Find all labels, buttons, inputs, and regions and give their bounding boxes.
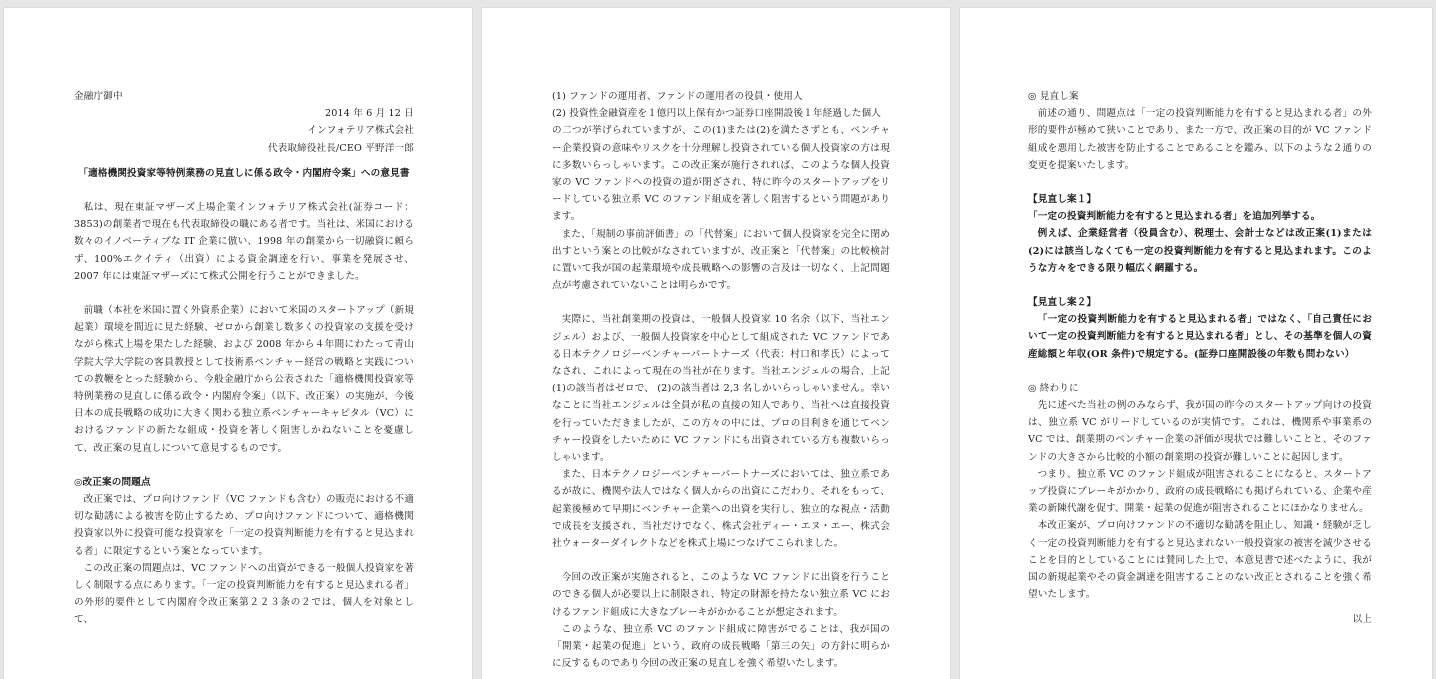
- page-3-content: [1028, 88, 1372, 629]
- paragraph: 今回の改正案が実施されると、このような VC ファンドに出資を行うことのできる個人が必要以上に制限され、特定の財源を持たない独立系 VC におけるファンド組成に大きなブレーキがかかることが想定されます。: [552, 572, 890, 618]
- document-title: 「適格機関投資家等特例業務の見直しに係る政令・内閣府令案」への意見書: [78, 167, 410, 179]
- document-page-2: [482, 8, 950, 679]
- paragraph: つまり、独立系 VC のファンド組成が阻害されることになると、スタートアップ投資にブレーキがかかり、政府の成長戦略にも掲げられている、企業や産業の新陳代謝を促す、開業・起業の促進が阻害されることにほかなりません。: [1028, 468, 1372, 515]
- document-page-1: [4, 8, 472, 679]
- paragraph: 実際に、当社創業期の投資は、一般個人投資家 10 名余（以下、当社エンジェル）および、一般個人投資家を中心として組成された VC ファンドである日本テクノロジーベンチャーパートナーズ（代表：村口和孝氏）によってなされ、これによって現在の当社が在ります。当社エンジェルの場合、上記(1)の該当者はゼロで、 (2)の該当者は 2,3 名しかいらっしゃいません。幸いなことに当社エンジェルは全員が私の直接の知人であり、当社へは直接投資を行っていただきましたが、この方々の中には、プロの目利きを通じてベンチャー投資をしたいために VC ファンドにも出資されている方も複数いらっしゃいます。: [552, 314, 890, 464]
- addressee: 金融庁御中: [74, 91, 123, 102]
- section-heading: ◎ 終わりに: [1028, 382, 1079, 394]
- proposal-line: 「一定の投資判断能力を有すると見込まれる者」を追加列挙する。: [1028, 211, 1321, 223]
- proposal-title: 【見直し案１】: [1028, 194, 1097, 206]
- company-name: インフォテリア株式会社: [307, 125, 414, 137]
- proposal-title: 【見直し案２】: [1028, 297, 1097, 309]
- paragraph: 私は、現在東証マザーズ上場企業インフォテリア株式会社(証券コード：3853)の創業者で現在も代表取締役の職にある者です。当社は、米国における数々のイノベーティブな IT 企業に倣い、1998 年の創業から一切融資に頼らず、100%エクイティ（出資）による資金調達を行い、事業を発展させ、2007 年には東証マザーズにて株式公開を行うことができました。: [74, 202, 414, 282]
- paragraph: 改正案では、プロ向けファンド（VC ファンドも含む）の販売における不適切な勧誘による被害を防止するため、プロ向けファンドについて、適格機関投資家以外に投資可能な投資家を「一定の投資判断能力を有すると見込まれる者」に限定するという案となっています。: [74, 494, 414, 557]
- page-2-content: [552, 88, 890, 673]
- list-item: (1) ファンドの運用者、ファンドの運用者の役員・使用人: [552, 91, 803, 102]
- paragraph: また、日本テクノロジーベンチャーパートナーズにおいては、独立系であるが故に、機関や法人ではなく個人からの出資にこだわり、それをもって、起業後極めて早期にベンチャー企業への出資を実行し、独立的な視点・活動で成長を支援され、当社だけでなく、株式会社ディー・エヌ・エー、株式会社ウォーターダイレクトなどを株式上場につなげてこられました。: [552, 469, 890, 550]
- paragraph: このような、独立系 VC のファンド組成に障害がでることは、我が国の「開業・起業の促進」という、政府の成長戦略「第三の矢」の方針に明らかに反するものであり今回の改正案の見直しを強く希望いたします。: [552, 623, 890, 670]
- section-heading: ◎ 見直し案: [1028, 91, 1079, 102]
- letter-date: 2014 年 6 月 12 日: [324, 108, 414, 120]
- paragraph: 前述の通り、問題点は「一定の投資判断能力を有すると見込まれる者」の外形的要件が極めて狭いことであり、また一方で、改正案の目的が VC ファンド組成を悪用した被害を防止することであることを鑑み、以下のような２通りの変更を提案いたします。: [1028, 108, 1372, 171]
- paragraph: 本改正案が、プロ向けファンドの不適切な勧誘を阻止し、知識・経験が乏しく一定の投資判断能力を有すると見込まれない一般投資家の被害を減少させることを目的としていることには賛同した上で、本意見書で述べたように、我が国の新規起業やその資金調達を阻害することのない改正とされることを強く希望いたします。: [1028, 520, 1372, 601]
- document-page-3: [960, 8, 1432, 679]
- page-1-content: [74, 88, 414, 629]
- signer-name: 代表取締役社長/CEO 平野洋一郎: [267, 142, 414, 154]
- paragraph: 先に述べた当社の例のみならず、我が国の昨今のスタートアップ向けの投資は、独立系 VC がリードしているのが実情です。これは、機関系や事業系の VC では、創業期のベンチャー企業の評価が現状では難しいことと、そのファンドの大きさから比較的小額の創業期の投資が難しいことに起因します。: [1028, 400, 1372, 463]
- paragraph: この改正案の問題点は、VC ファンドへの出資ができる一般個人投資家を著しく制限する点にあります。「一定の投資判断能力を有すると見込まれる者」の外形的要件として内閣府令改正案第２２３条の２では、個人を対象として、: [74, 562, 414, 626]
- proposal-body: 「一定の投資判断能力を有すると見込まれる者」ではなく、「自己責任において一定の投資判断能力を有すると見込まれる者」とし、その基準を個人の資産総額と年収(OR 条件)で規定する。(証券口座開設後の年数も問わない）: [1028, 314, 1372, 360]
- paragraph: また、「規制の事前評価書」の「代替案」において個人投資家を完全に閉め出すという案との比較がなされていますが、改正案と「代替案」の比較検討に置いて我が国の起業環境や成長戦略への影響の言及は一切なく、上記問題点が考慮されていないことは明らかです。: [552, 228, 890, 292]
- section-heading: ◎改正案の問題点: [74, 476, 151, 488]
- list-item: (2) 投資性金融資産を１億円以上保有かつ証券口座開設後１年経過した個人: [552, 108, 882, 120]
- paragraph: の二つが挙げられていますが、この(1)または(2)を満たさずとも、ベンチャー企業投資の意味やリスクを十分理解し投資されている個人投資家の方は現に多数いらっしゃいます。この改正案が施行されれば、このような個人投資家の VC ファンドへの投資の道が閉ざされ、特に昨今のスタートアップをリードしている独立系 VC のファンド組成を著しく阻害するという問題があります。: [552, 125, 890, 223]
- proposal-body: 例えば、企業経営者（役員含む）、税理士、会計士などは改正案(1)または(2)には該当しなくても一定の投資判断能力を有すると見込まれます。このような方々をできる限り幅広く網羅する。: [1028, 228, 1372, 274]
- closing-mark: 以上: [1352, 614, 1372, 626]
- paragraph: 前職（本社を米国に置く外資系企業）において米国のスタートアップ（新規起業）環境を間近に見た経験、ゼロから創業し数多くの投資家の支援を受けながら株式上場を果たした経験、および 2008 年から４年間にわたって青山学院大学大学院の客員教授として技術系ベンチャー経営の戦略と実践についての教鞭をとった経験から、今般金融庁から公表された「適格機関投資家等特例業務の見直しに係る政令・内閣府令案」（以下、改正案）の実施が、今後日本の成長戦略の成功に大きく関わる独立系ベンチャーキャピタル（VC）におけるファンドの新たな組成・投資を著しく阻害しかねないことを憂慮して、改正案の見直しについて意見するものです。: [74, 305, 414, 454]
